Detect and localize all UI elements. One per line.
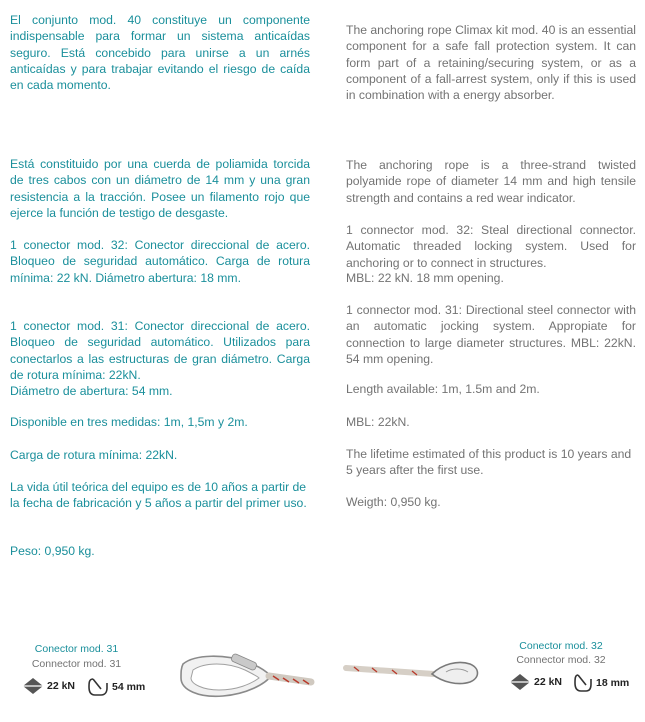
product-right-label-es: Conector mod. 32 (519, 640, 603, 652)
es-connector-31-opening: Diámetro de abertura: 54 mm. (10, 384, 173, 398)
es-lifetime: La vida útil teórica del equipo es de 10 años a partir de la fecha de fabricación y 5 años a partir del primer uso. (10, 480, 307, 511)
product-left-opening (87, 677, 145, 697)
product-right-strength (509, 673, 562, 691)
product-right-opening-value: 18 mm (596, 677, 630, 689)
es-lengths: Disponible en tres medidas: 1m, 1,5m y 2m. (10, 415, 248, 429)
breaking-load-icon (22, 677, 44, 695)
es-weight: Peso: 0,950 kg. (10, 544, 95, 558)
carabiner-opening-icon (573, 673, 593, 693)
en-intro: The anchoring rope Climax kit mod. 40 is an essential component for a safe fall protection system. It can form part of a retaining/securing system, or as a component of a fall-arrest system, only if this is used in combination with a energy absorber. (346, 23, 636, 103)
product-right-label-en: Connector mod. 32 (516, 654, 606, 666)
product-left-opening-value: 54 mm (112, 681, 146, 693)
product-right-strength-value: 22 kN (534, 676, 563, 688)
breaking-load-icon (509, 673, 531, 691)
en-lifetime: The lifetime estimated of this product is 10 years and 5 years after the first use. (346, 447, 632, 478)
es-connector-32: 1 conector mod. 32: Conector direccional de acero. Bloqueo de seguridad automático. Carga de rotura mínima: 22 kN. Diámetro abertura: 18 mm. (10, 238, 310, 285)
en-connector-32: 1 connector mod. 32: Steal directional connector. Automatic threaded locking system. Used for anchoring or to connect in structures. (346, 223, 636, 270)
connector-31-rope-illustration (175, 650, 315, 702)
en-connector-32-specs: MBL: 22 kN. 18 mm opening. (346, 271, 504, 285)
carabiner-opening-icon (87, 677, 109, 697)
product-left-label-en: Connector mod. 31 (31, 658, 122, 670)
es-mbl: Carga de rotura mínima: 22kN. (10, 448, 178, 462)
connector-32-rope-illustration (342, 650, 484, 690)
product-left-strength-value: 22 kN (47, 680, 76, 692)
es-connector-31: 1 conector mod. 31: Conector direccional de acero. Bloqueo de seguridad automático. Utilizados para conectarlos a las estructuras de gran diámetro. Carga de rotura mínima: 22kN. (10, 319, 310, 382)
es-intro: El conjunto mod. 40 constituye un componente indispensable para formar un sistema anticaídas seguro. Está concebido para unirse a un arnés anticaídas y para trabajar evitando el riesgo de caída en cada momento. (10, 13, 310, 93)
product-left-strength (22, 677, 75, 695)
en-mbl: MBL: 22kN. (346, 415, 410, 429)
en-weight: Weigth: 0,950 kg. (346, 495, 441, 509)
es-rope-description: Está constituido por una cuerda de poliamida torcida de tres cabos con un diámetro de 14 mm y una gran resistencia a la tracción. Posee un filamento rojo que ejerce la función de testigo de desgaste. (10, 157, 310, 220)
en-rope-description: The anchoring rope is a three-strand twisted polyamide rope of diameter 14 mm and high tensile strength and contains a red wear indicator. (346, 158, 636, 205)
en-connector-31: 1 connector mod. 31: Directional steel connector with an automatic jocking system. Appropiate for connection to large diameter structures. MBL: 22kN. 54 mm opening. (346, 303, 636, 366)
product-left-label-es: Conector mod. 31 (34, 643, 119, 655)
en-lengths: Length available: 1m, 1.5m and 2m. (346, 382, 540, 396)
product-right-opening (573, 673, 629, 693)
